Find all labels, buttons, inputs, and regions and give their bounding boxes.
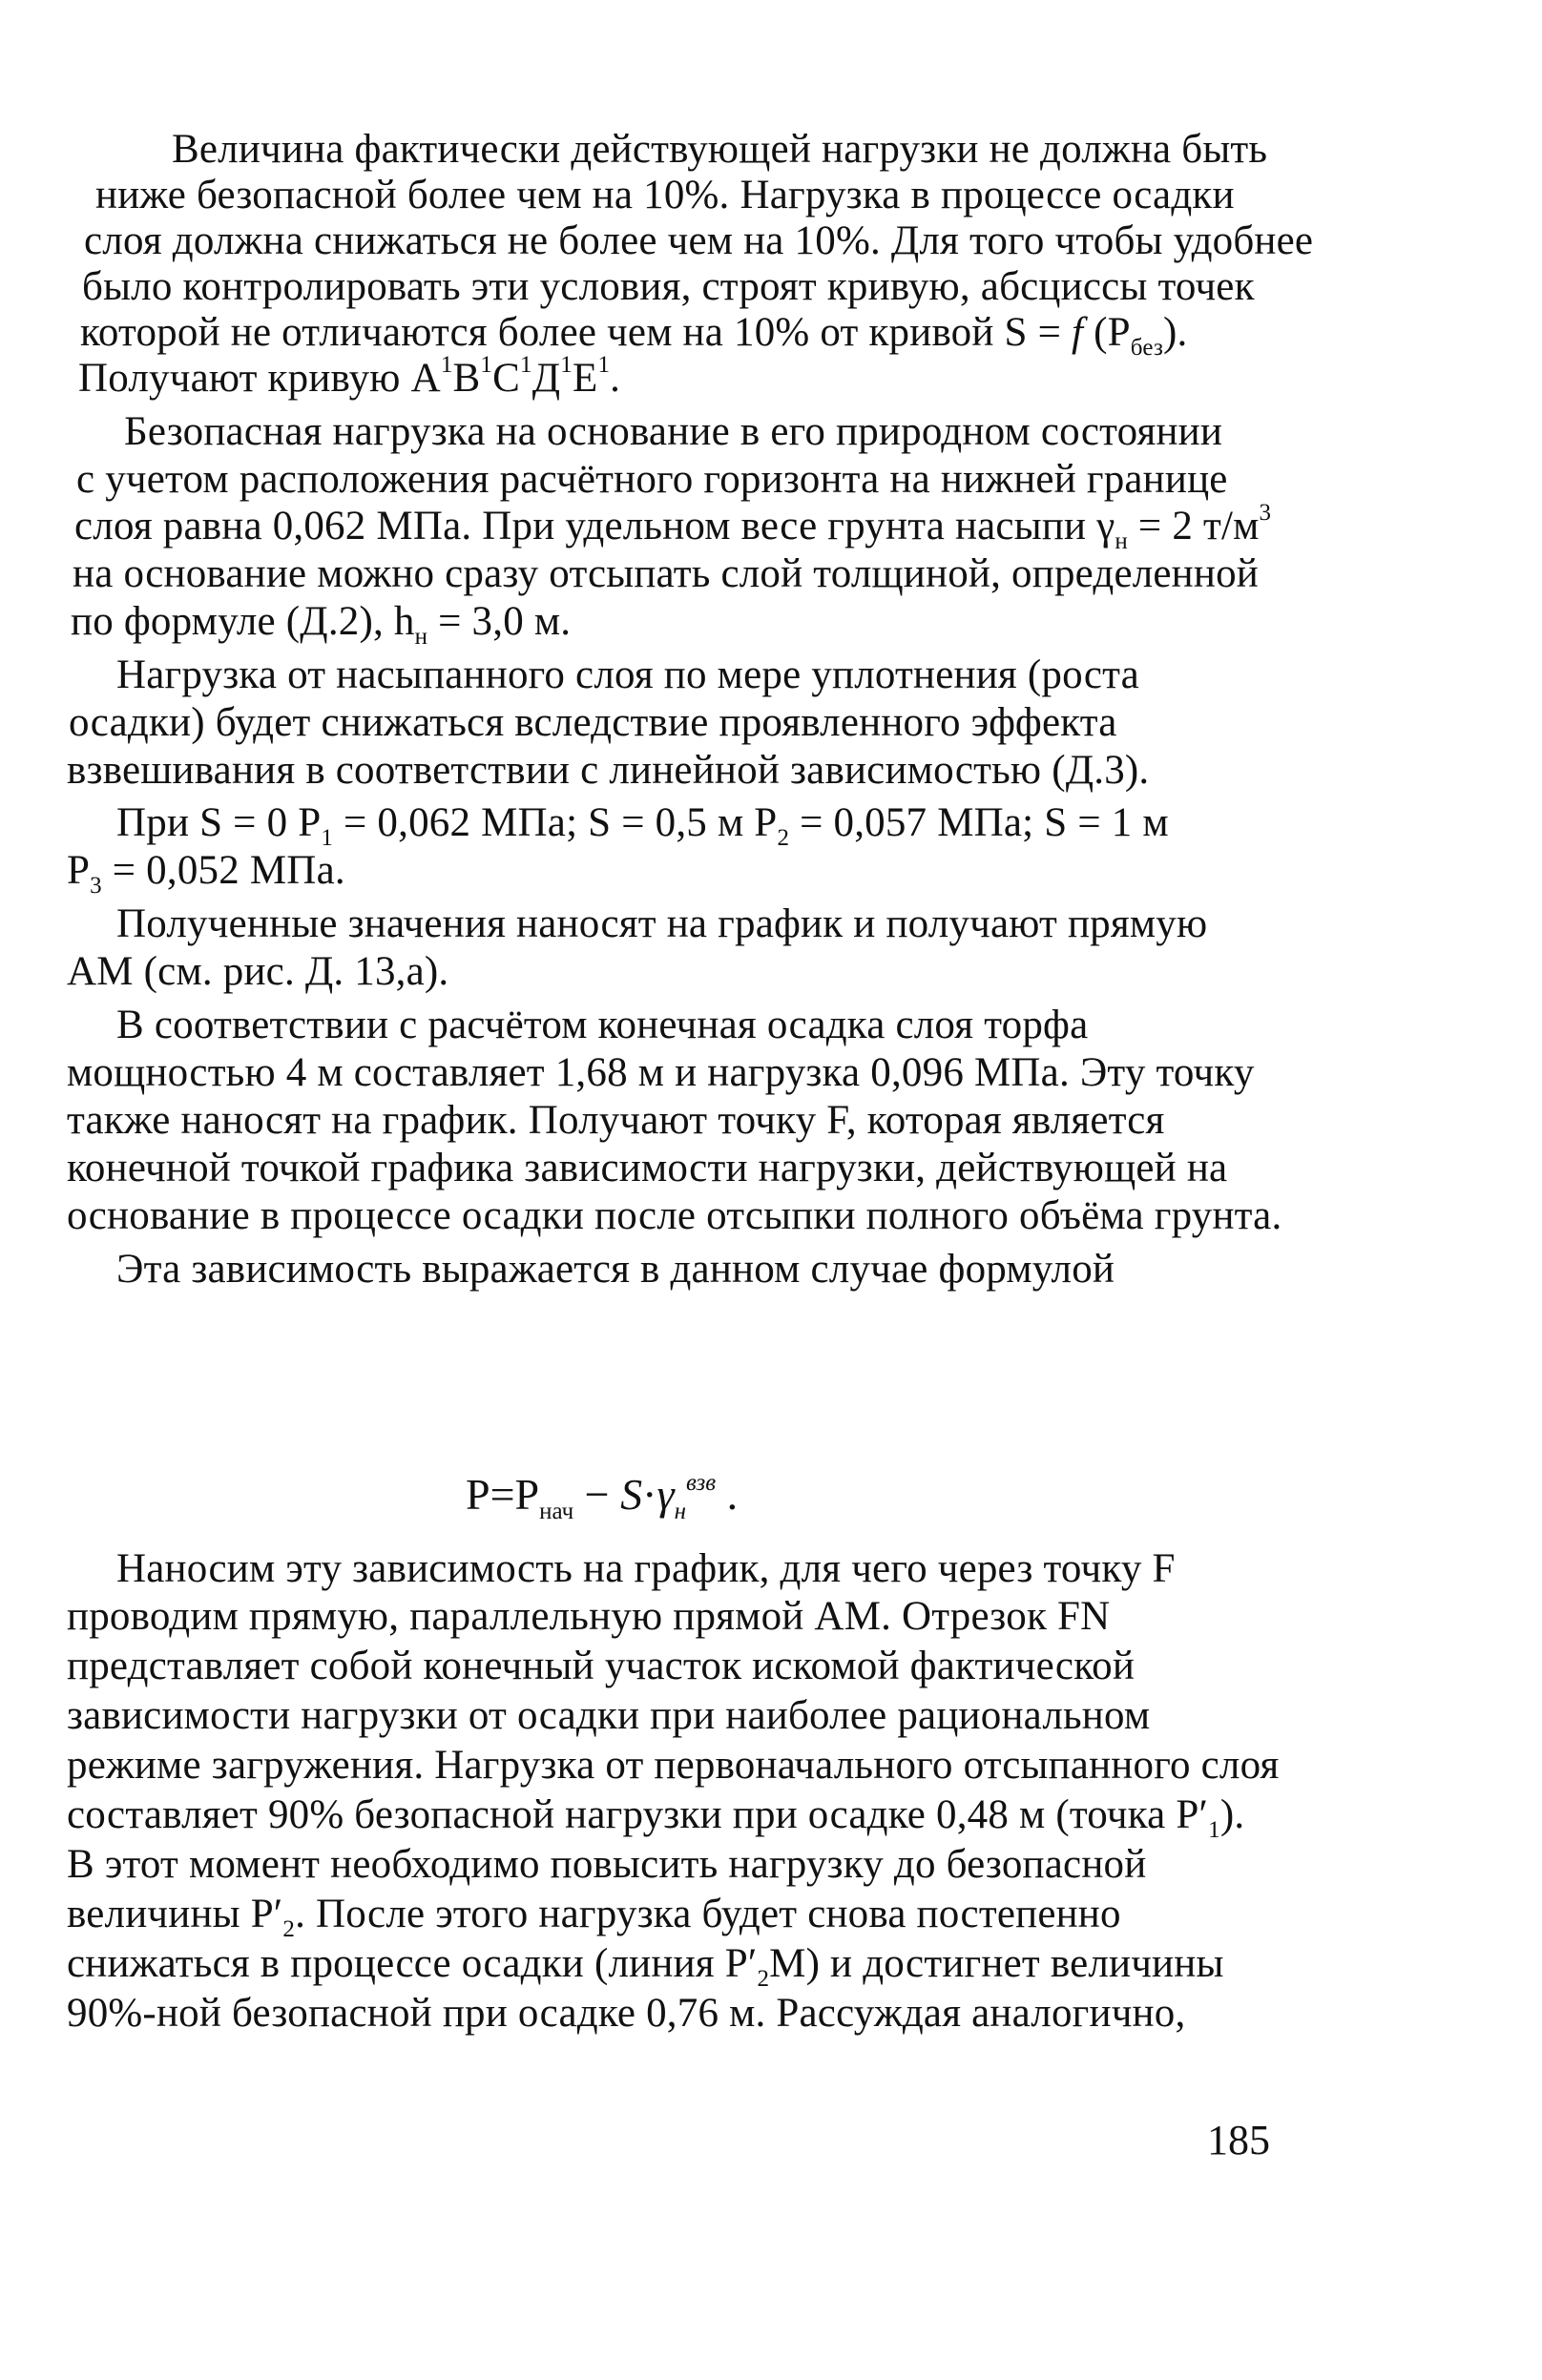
- text-line: было контролировать эти условия, строят кривую, абсциссы точек: [82, 264, 1255, 309]
- text-line: Полученные значения наносят на график и получают прямую: [116, 901, 1208, 946]
- text-line: При S = 0 $P_1 = 0,062$ МПа; S = 0,5 м $P_2 = 0,057$ МПа; S = 1 м: [116, 800, 1169, 851]
- text-line: ниже безопасной более чем на 10%. Нагрузка в процессе осадки: [95, 173, 1235, 217]
- text-line: В этот момент необходимо повысить нагрузку до безопасной: [67, 1842, 1147, 1887]
- text-line: по формуле (Д.2), $h_н = 3,0$ м.: [71, 599, 572, 650]
- text-line: Нагрузка от насыпанного слоя по мере уплотнения (роста: [116, 652, 1139, 697]
- formula: $P=P_{нач} - S\cdot\gamma_н^{взв}$ .: [466, 1470, 739, 1524]
- text-line: слоя должна снижаться не более чем на 10%. Для того чтобы удобнее: [84, 218, 1314, 263]
- text-line: Получают кривую $A^1B^1C^1Д^1E^1$.: [78, 352, 621, 401]
- text-line: величины $P'_2$. После этого нагрузка будет снова постепенно: [67, 1892, 1121, 1942]
- text-line: мощностью 4 м составляет 1,68 м и нагрузка 0,096 МПа. Эту точку: [67, 1050, 1255, 1095]
- text-line: слоя равна 0,062 МПа. При удельном весе грунта насыпи $\gamma_н = 2$ $т/м^3$: [74, 500, 1272, 554]
- text-line: представляет собой конечный участок искомой фактической: [67, 1644, 1136, 1688]
- text-line: на основание можно сразу отсыпать слой толщиной, определенной: [73, 551, 1260, 596]
- text-line: Эта зависимость выражается в данном случае формулой: [116, 1247, 1115, 1292]
- text-line: 90%-ной безопасной при осадке 0,76 м. Рассуждая аналогично,: [67, 1991, 1186, 2036]
- text-line: В соответствии с расчётом конечная осадка слоя торфа: [116, 1003, 1089, 1047]
- text-line: режиме загружения. Нагрузка от первоначального отсыпанного слоя: [67, 1743, 1280, 1788]
- page-number: 185: [1207, 2117, 1270, 2163]
- text-line: Величина фактически действующей нагрузки не должна быть: [172, 127, 1268, 172]
- text-line: взвешивания в соответствии с линейной зависимостью (Д.3).: [67, 748, 1150, 793]
- text-line: которой не отличаются более чем на 10% от кривой S = f $(P_{без})$.: [80, 310, 1188, 361]
- text-line: основание в процессе осадки после отсыпки полного объёма грунта.: [67, 1193, 1282, 1238]
- text-line: конечной точкой графика зависимости нагрузки, действующей на: [67, 1146, 1228, 1190]
- text-line: проводим прямую, параллельную прямой AM. Отрезок FN: [67, 1594, 1111, 1639]
- text-line: снижаться в процессе осадки (линия $P'_2M$) и достигнет величины: [67, 1941, 1224, 1992]
- text-line: составляет 90% безопасной нагрузки при осадке 0,48 м (точка $P'_1$).: [67, 1792, 1245, 1843]
- text-line: $P_3 = 0,052$ МПа.: [67, 848, 345, 899]
- text-line: АМ (см. рис. Д. 13,а).: [67, 949, 449, 994]
- text-line: также наносят на график. Получают точку F, которая является: [67, 1098, 1165, 1143]
- text-line: с учетом расположения расчётного горизонта на нижней границе: [76, 457, 1228, 502]
- text-line: зависимости нагрузки от осадки при наиболее рациональном: [67, 1693, 1151, 1738]
- text-line: осадки) будет снижаться вследствие проявленного эффекта: [69, 700, 1117, 745]
- text-line: Наносим эту зависимость на график, для чего через точку F: [116, 1546, 1176, 1591]
- text-line: Безопасная нагрузка на основание в его природном состоянии: [124, 409, 1223, 454]
